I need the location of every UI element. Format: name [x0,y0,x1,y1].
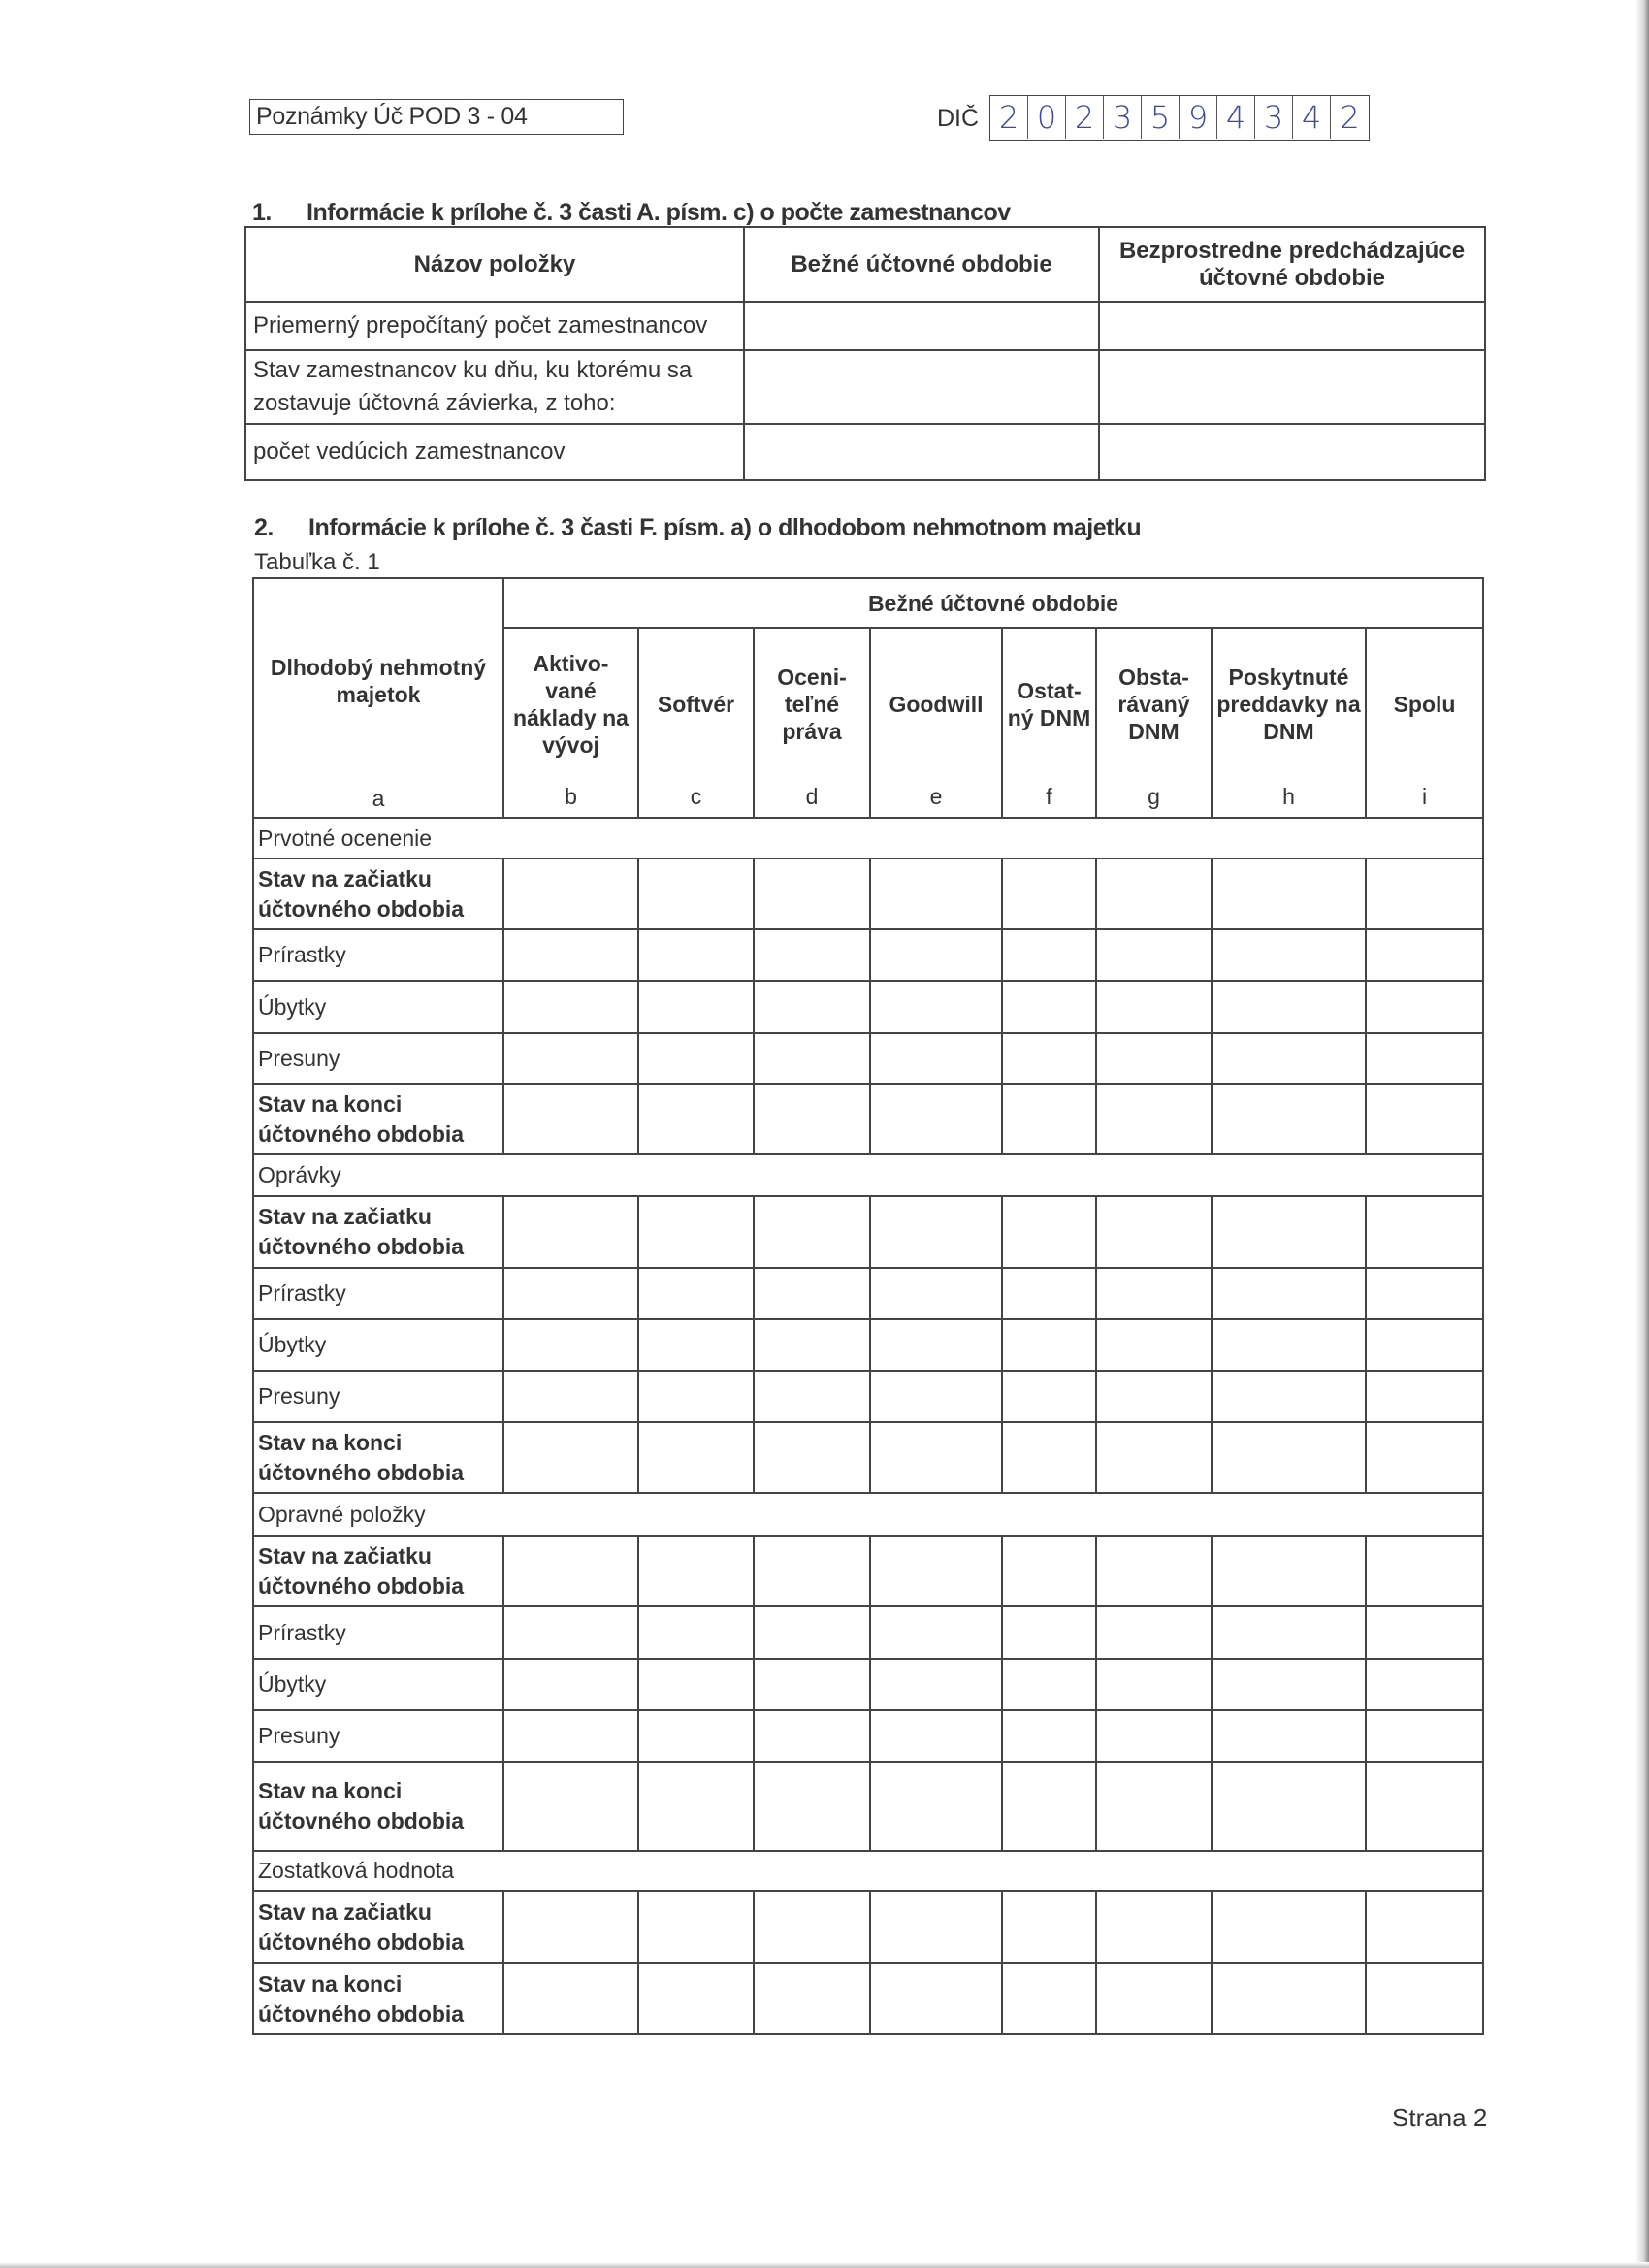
table-row [253,1371,1483,1422]
value-cell-e[interactable] [870,1196,1002,1268]
value-cell-i[interactable] [1366,1536,1483,1606]
value-cell-d[interactable] [754,981,870,1033]
row-label: Stav na konci účtovného obdobia [253,1963,503,2034]
value-cell-f[interactable] [1002,1762,1096,1851]
column-header-label: Poskytnuté preddavky na DNM [1216,664,1361,744]
value-cell-g[interactable] [1096,1606,1212,1659]
value-cell-d[interactable] [754,1422,870,1493]
value-cell-g[interactable] [1096,1963,1212,2034]
value-cell-f[interactable] [1002,859,1096,929]
value-cell-i[interactable] [1366,1710,1483,1762]
value-cell-g[interactable] [1096,1196,1212,1268]
value-cell-b[interactable] [503,1268,638,1319]
row-label: Priemerný prepočítaný počet zamestnancov [245,302,744,350]
dic-digit[interactable]: 3 [1104,96,1142,139]
group-header-row [253,1154,1483,1196]
form-code-box: Poznámky Úč POD 3 - 04 [249,99,624,135]
section2-number: 2. [254,514,274,541]
column-header-current-period: Bežné účtovné obdobie [744,227,1099,302]
group-title: Opravné položky [253,1493,1483,1536]
row-label: Prírastky [253,1606,503,1659]
table-row [253,981,1483,1033]
section1-number: 1. [252,199,272,226]
column-header-g [1096,628,1212,818]
value-cell-g[interactable] [1096,1033,1212,1084]
value-cell-b[interactable] [503,1422,638,1493]
value-cell-d[interactable] [754,1659,870,1710]
table-row [253,1606,1483,1659]
value-cell-b[interactable] [503,1196,638,1268]
value-cell-g[interactable] [1096,1319,1212,1371]
scan-edge-shadow [1635,0,1649,2268]
value-cell-f[interactable] [1002,1659,1096,1710]
value-cell-b[interactable] [503,929,638,981]
value-cell-previous[interactable] [1099,424,1485,480]
value-cell-f[interactable] [1002,1319,1096,1371]
table-row [253,1422,1483,1493]
table-row [253,1536,1483,1606]
column-header-item-name: Názov položky [245,227,744,302]
table-row [245,302,1485,350]
value-cell-d[interactable] [754,1963,870,2034]
value-cell-e[interactable] [870,1606,1002,1659]
row-label: Úbytky [253,981,503,1033]
value-cell-i[interactable] [1366,929,1483,981]
column-header-label: Oceni- teľné práva [777,664,847,744]
value-cell-i[interactable] [1366,1422,1483,1493]
row-label: počet vedúcich zamestnancov [245,424,744,480]
row-label: Presuny [253,1033,503,1084]
value-cell-g[interactable] [1096,981,1212,1033]
value-cell-c[interactable] [638,1710,754,1762]
group-title: Zostatková hodnota [253,1851,1483,1891]
value-cell-i[interactable] [1366,1963,1483,2034]
dic-digit[interactable]: 5 [1142,96,1180,139]
value-cell-f[interactable] [1002,1371,1096,1422]
group-header-row [253,1493,1483,1536]
table-row [253,1891,1483,1963]
value-cell-b[interactable] [503,1710,638,1762]
value-cell-e[interactable] [870,859,1002,929]
table-row [253,1963,1483,2034]
value-cell-e[interactable] [870,1536,1002,1606]
group-header-row [253,818,1483,859]
value-cell-e[interactable] [870,1659,1002,1710]
table-row [245,424,1485,480]
table-row [253,1196,1483,1268]
value-cell-h[interactable] [1212,929,1366,981]
value-cell-i[interactable] [1366,859,1483,929]
value-cell-b[interactable] [503,1606,638,1659]
page-number: Strana 2 [1392,2103,1488,2132]
group-header-row [253,1851,1483,1891]
value-cell-c[interactable] [638,859,754,929]
column-header-f [1002,628,1096,818]
row-label: Stav na konci účtovného obdobia [253,1422,503,1493]
row-label: Presuny [253,1371,503,1422]
value-cell-g[interactable] [1096,1536,1212,1606]
value-cell-d[interactable] [754,1536,870,1606]
column-header-label: Spolu [1393,692,1456,717]
value-cell-h[interactable] [1212,981,1366,1033]
column-letter: g [1148,784,1160,809]
dic-digit[interactable]: 4 [1217,96,1255,139]
column-header-d [754,628,870,818]
value-cell-d[interactable] [754,1606,870,1659]
value-cell-b[interactable] [503,1371,638,1422]
value-cell-b[interactable] [503,1762,638,1851]
value-cell-e[interactable] [870,1710,1002,1762]
value-cell-b[interactable] [503,1084,638,1154]
value-cell-d[interactable] [754,859,870,929]
value-cell-c[interactable] [638,1319,754,1371]
value-cell-current[interactable] [744,424,1099,480]
column-letter: d [805,784,819,809]
value-cell-f[interactable] [1002,1196,1096,1268]
period-header-current: Bežné účtovné obdobie [503,578,1483,628]
value-cell-i[interactable] [1366,1084,1483,1154]
value-cell-b[interactable] [503,981,638,1033]
value-cell-d[interactable] [754,1762,870,1851]
dic-digit[interactable]: 4 [1293,96,1331,139]
value-cell-f[interactable] [1002,1033,1096,1084]
value-cell-f[interactable] [1002,1710,1096,1762]
row-label: Presuny [253,1710,503,1762]
value-cell-i[interactable] [1366,1033,1483,1084]
value-cell-h[interactable] [1212,1536,1366,1606]
value-cell-c[interactable] [638,981,754,1033]
value-cell-f[interactable] [1002,1084,1096,1154]
value-cell-b[interactable] [503,1536,638,1606]
section1-heading [252,199,1011,227]
value-cell-i[interactable] [1366,1762,1483,1851]
value-cell-h[interactable] [1212,1659,1366,1710]
value-cell-c[interactable] [638,1422,754,1493]
column-header-e [870,628,1002,818]
table-row [253,1033,1483,1084]
column-letter: a [372,786,385,811]
value-cell-e[interactable] [870,1033,1002,1084]
value-cell-c[interactable] [638,1196,754,1268]
value-cell-previous[interactable] [1099,302,1485,350]
table-caption: Tabuľka č. 1 [254,549,380,575]
value-cell-c[interactable] [638,1033,754,1084]
column-letter: e [929,784,943,809]
value-cell-c[interactable] [638,1606,754,1659]
dic-digit[interactable]: 2 [1066,96,1104,139]
value-cell-c[interactable] [638,1371,754,1422]
value-cell-c[interactable] [638,929,754,981]
value-cell-c[interactable] [638,1536,754,1606]
dic-label: DIČ [937,105,980,132]
dic-digit[interactable]: 2 [1340,99,1360,136]
value-cell-f[interactable] [1002,981,1096,1033]
table-row [253,859,1483,929]
group-title: Oprávky [253,1154,1483,1196]
value-cell-f[interactable] [1002,929,1096,981]
value-cell-h[interactable] [1212,1422,1366,1493]
value-cell-e[interactable] [870,1319,1002,1371]
section1-title: Informácie k prílohe č. 3 časti A. písm. c) o počte zamestnancov [307,199,1011,226]
value-cell-g[interactable] [1096,1268,1212,1319]
row-label: Stav na konci účtovného obdobia [253,1762,503,1851]
column-header-i [1366,628,1483,818]
value-cell-e[interactable] [870,1762,1002,1851]
table-row [253,1084,1483,1154]
row-label: Prírastky [253,1268,503,1319]
value-cell-b[interactable] [503,1033,638,1084]
value-cell-c[interactable] [638,1084,754,1154]
value-cell-d[interactable] [754,1710,870,1762]
value-cell-d[interactable] [754,1268,870,1319]
value-cell-i[interactable] [1366,981,1483,1033]
column-header-previous-period: Bezprostredne predchádzajúce účtovné obdobie [1099,227,1485,302]
value-cell-f[interactable] [1002,1963,1096,2034]
value-cell-f[interactable] [1002,1891,1096,1963]
row-header-label: Dlhodobý nehmotný majetok [270,654,487,707]
column-header-label: Goodwill [889,692,984,717]
value-cell-h[interactable] [1212,1196,1366,1268]
value-cell-d[interactable] [754,1319,870,1371]
value-cell-d[interactable] [754,1033,870,1084]
value-cell-b[interactable] [503,1659,638,1710]
value-cell-b[interactable] [503,859,638,929]
row-header-intangible-assets [253,578,503,818]
value-cell-e[interactable] [870,1963,1002,2034]
table-row [253,1762,1483,1851]
employees-table [244,226,1486,481]
value-cell-h[interactable] [1212,1891,1366,1963]
table-row [253,1659,1483,1710]
value-cell-previous[interactable] [1099,350,1485,424]
dic-digit[interactable]: 0 [1028,96,1066,139]
value-cell-b[interactable] [503,1963,638,2034]
column-header-label: Ostat- ný DNM [1007,678,1091,730]
value-cell-e[interactable] [870,1891,1002,1963]
value-cell-g[interactable] [1096,1710,1212,1762]
value-cell-c[interactable] [638,1268,754,1319]
table-row [253,929,1483,981]
dic-digit[interactable]: 3 [1255,96,1293,139]
row-label: Stav na začiatku účtovného obdobia [253,859,503,929]
value-cell-i[interactable] [1366,1606,1483,1659]
value-cell-e[interactable] [870,981,1002,1033]
value-cell-h[interactable] [1212,859,1366,929]
table-row [253,1268,1483,1319]
row-label: Úbytky [253,1659,503,1710]
value-cell-d[interactable] [754,1371,870,1422]
value-cell-i[interactable] [1366,1371,1483,1422]
value-cell-f[interactable] [1002,1606,1096,1659]
value-cell-d[interactable] [754,1084,870,1154]
value-cell-c[interactable] [638,1891,754,1963]
column-letter: h [1282,784,1295,809]
value-cell-d[interactable] [754,1196,870,1268]
table-row [245,350,1485,424]
value-cell-c[interactable] [638,1659,754,1710]
dic-digit-boxes [989,95,1370,141]
value-cell-g[interactable] [1096,929,1212,981]
value-cell-i[interactable] [1366,1319,1483,1371]
column-header-label: Softvér [657,692,735,717]
value-cell-e[interactable] [870,929,1002,981]
row-label: Úbytky [253,1319,503,1371]
row-label: Stav na začiatku účtovného obdobia [253,1536,503,1606]
value-cell-e[interactable] [870,1084,1002,1154]
value-cell-b[interactable] [503,1319,638,1371]
group-title: Prvotné ocenenie [253,818,1483,859]
value-cell-f[interactable] [1002,1536,1096,1606]
row-label: Stav zamestnancov ku dňu, ku ktorému sa zostavuje účtovná závierka, z toho: [245,350,744,424]
value-cell-g[interactable] [1096,1659,1212,1710]
table-row [253,1319,1483,1371]
value-cell-b[interactable] [503,1891,638,1963]
column-header-c [638,628,754,818]
value-cell-h[interactable] [1212,1710,1366,1762]
value-cell-e[interactable] [870,1371,1002,1422]
section2-title: Informácie k prílohe č. 3 časti F. písm. a) o dlhodobom nehmotnom majetku [308,514,1142,541]
section2-heading [254,514,1141,542]
column-header-label: Aktivo- vané náklady na vývoj [513,651,629,758]
value-cell-i[interactable] [1366,1891,1483,1963]
value-cell-i[interactable] [1366,1268,1483,1319]
row-label: Stav na začiatku účtovného obdobia [253,1891,503,1963]
value-cell-g[interactable] [1096,1084,1212,1154]
value-cell-g[interactable] [1096,1422,1212,1493]
value-cell-h[interactable] [1212,1963,1366,2034]
column-letter: b [565,784,577,809]
value-cell-g[interactable] [1096,859,1212,929]
value-cell-g[interactable] [1096,1891,1212,1963]
column-letter: i [1421,784,1428,809]
value-cell-h[interactable] [1212,1268,1366,1319]
value-cell-current[interactable] [744,350,1099,424]
value-cell-e[interactable] [870,1422,1002,1493]
column-header-label: Obsta- rávaný DNM [1117,664,1190,744]
value-cell-f[interactable] [1002,1422,1096,1493]
value-cell-h[interactable] [1212,1033,1366,1084]
value-cell-d[interactable] [754,1891,870,1963]
column-letter: f [1046,784,1052,809]
value-cell-g[interactable] [1096,1371,1212,1422]
value-cell-g[interactable] [1096,1762,1212,1851]
row-label: Stav na začiatku účtovného obdobia [253,1196,503,1268]
value-cell-h[interactable] [1212,1762,1366,1851]
value-cell-i[interactable] [1366,1196,1483,1268]
value-cell-e[interactable] [870,1268,1002,1319]
value-cell-c[interactable] [638,1762,754,1851]
value-cell-d[interactable] [754,929,870,981]
value-cell-f[interactable] [1002,1268,1096,1319]
value-cell-h[interactable] [1212,1084,1366,1154]
value-cell-h[interactable] [1212,1371,1366,1422]
value-cell-c[interactable] [638,1963,754,2034]
value-cell-current[interactable] [744,302,1099,350]
row-label: Prírastky [253,929,503,981]
row-label: Stav na konci účtovného obdobia [253,1084,503,1154]
column-header-h [1212,628,1366,818]
table-row [253,1710,1483,1762]
value-cell-h[interactable] [1212,1319,1366,1371]
column-letter: c [690,784,702,809]
column-header-b [503,628,638,818]
scan-bottom-shadow [0,2262,1649,2268]
value-cell-i[interactable] [1366,1659,1483,1710]
value-cell-h[interactable] [1212,1606,1366,1659]
dic-digit[interactable]: 9 [1180,96,1217,139]
intangible-assets-table [252,577,1484,2035]
dic-digit[interactable]: 2 [990,96,1028,139]
